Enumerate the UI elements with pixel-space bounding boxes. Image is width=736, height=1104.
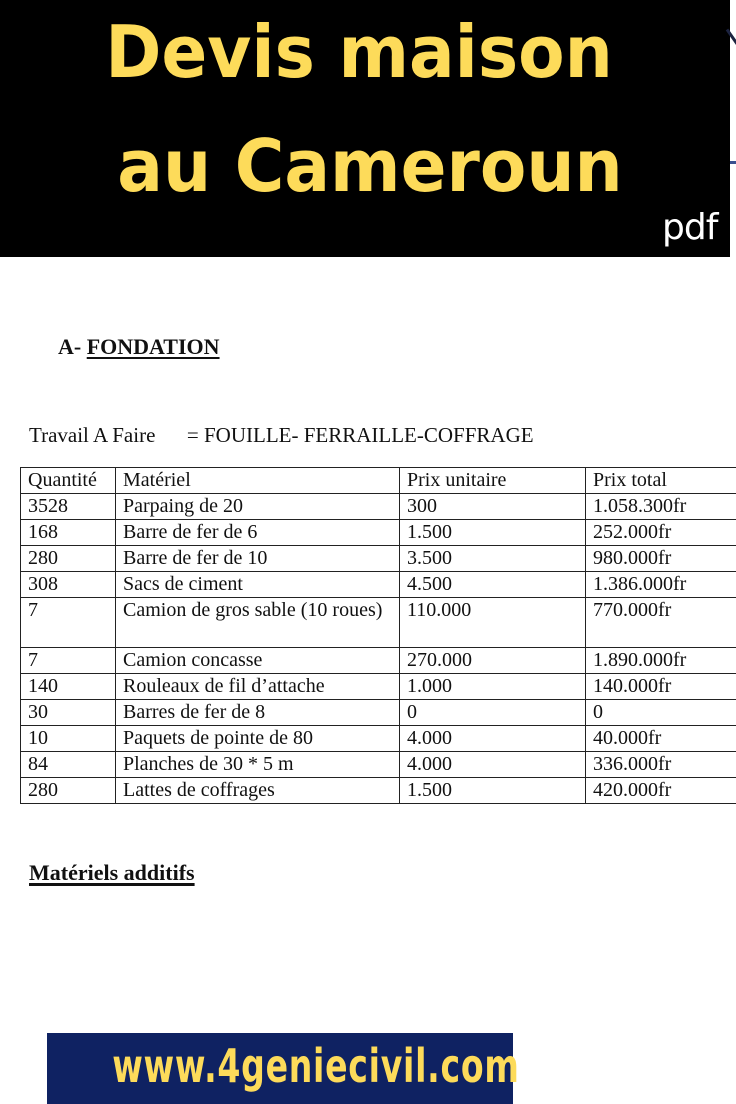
cell-total-price: 420.000fr <box>586 778 736 804</box>
cell-quantity: 308 <box>21 572 116 598</box>
cell-unit-price: 0 <box>400 700 586 726</box>
cell-quantity: 168 <box>21 520 116 546</box>
cell-total-price: 1.890.000fr <box>586 648 736 674</box>
cell-unit-price: 4.500 <box>400 572 586 598</box>
materials-table <box>20 467 736 804</box>
table-row <box>21 520 736 546</box>
cell-material: Planches de 30 * 5 m <box>116 752 400 778</box>
header-prix-total: Prix total <box>586 468 736 494</box>
cell-unit-price: 4.000 <box>400 726 586 752</box>
cell-material: Rouleaux de fil d’attache <box>116 674 400 700</box>
table-row <box>21 700 736 726</box>
pdf-tag: pdf <box>662 207 718 248</box>
cell-total-price: 336.000fr <box>586 752 736 778</box>
table-row <box>21 598 736 648</box>
cell-quantity: 3528 <box>21 494 116 520</box>
cell-material: Barre de fer de 10 <box>116 546 400 572</box>
cell-unit-price: 300 <box>400 494 586 520</box>
table-row <box>21 726 736 752</box>
header-materiel: Matériel <box>116 468 400 494</box>
cell-quantity: 84 <box>21 752 116 778</box>
cell-unit-price: 1.500 <box>400 520 586 546</box>
cell-quantity: 7 <box>21 648 116 674</box>
cell-total-price: 40.000fr <box>586 726 736 752</box>
website-banner[interactable] <box>47 1033 520 1104</box>
table-row <box>21 572 736 598</box>
cell-unit-price: 270.000 <box>400 648 586 674</box>
cell-unit-price: 110.000 <box>400 598 586 648</box>
cell-material: Parpaing de 20 <box>116 494 400 520</box>
background-horizontal-line <box>730 161 736 164</box>
cell-material: Barre de fer de 6 <box>116 520 400 546</box>
cell-total-price: 770.000fr <box>586 598 736 648</box>
cell-quantity: 140 <box>21 674 116 700</box>
cell-unit-price: 1.000 <box>400 674 586 700</box>
table-row <box>21 778 736 804</box>
cell-total-price: 0 <box>586 700 736 726</box>
cell-material: Sacs de ciment <box>116 572 400 598</box>
section-name: FONDATION <box>86 334 220 359</box>
table-row <box>21 752 736 778</box>
title-line-1: Devis maison <box>105 10 613 94</box>
cell-material: Lattes de coffrages <box>116 778 400 804</box>
table-row <box>21 494 736 520</box>
cell-unit-price: 3.500 <box>400 546 586 572</box>
section-title <box>58 334 220 360</box>
table-header-row <box>21 468 736 494</box>
table-row <box>21 674 736 700</box>
cell-material: Barres de fer de 8 <box>116 700 400 726</box>
cell-total-price: 140.000fr <box>586 674 736 700</box>
cell-material: Paquets de pointe de 80 <box>116 726 400 752</box>
section-prefix: A- <box>58 334 87 359</box>
cell-total-price: 1.058.300fr <box>586 494 736 520</box>
cell-unit-price: 4.000 <box>400 752 586 778</box>
cell-total-price: 252.000fr <box>586 520 736 546</box>
cell-quantity: 30 <box>21 700 116 726</box>
title-line-2: au Cameroun <box>117 124 623 208</box>
header-quantite: Quantité <box>21 468 116 494</box>
task-line <box>29 423 534 448</box>
cell-material: Camion concasse <box>116 648 400 674</box>
task-label: Travail A Faire <box>29 423 156 447</box>
cell-material: Camion de gros sable (10 roues) <box>116 598 400 648</box>
table-row <box>21 546 736 572</box>
cell-quantity: 280 <box>21 778 116 804</box>
cell-total-price: 980.000fr <box>586 546 736 572</box>
header-prix-unitaire: Prix unitaire <box>400 468 586 494</box>
table-row <box>21 648 736 674</box>
subsection-title: Matériels additifs <box>29 860 195 885</box>
cell-total-price: 1.386.000fr <box>586 572 736 598</box>
cell-quantity: 10 <box>21 726 116 752</box>
title-banner <box>0 0 730 257</box>
cell-quantity: 7 <box>21 598 116 648</box>
task-value: = FOUILLE- FERRAILLE-COFFRAGE <box>186 423 534 447</box>
cell-unit-price: 1.500 <box>400 778 586 804</box>
cell-quantity: 280 <box>21 546 116 572</box>
website-link[interactable]: www.4geniecivil.com <box>112 1039 520 1093</box>
